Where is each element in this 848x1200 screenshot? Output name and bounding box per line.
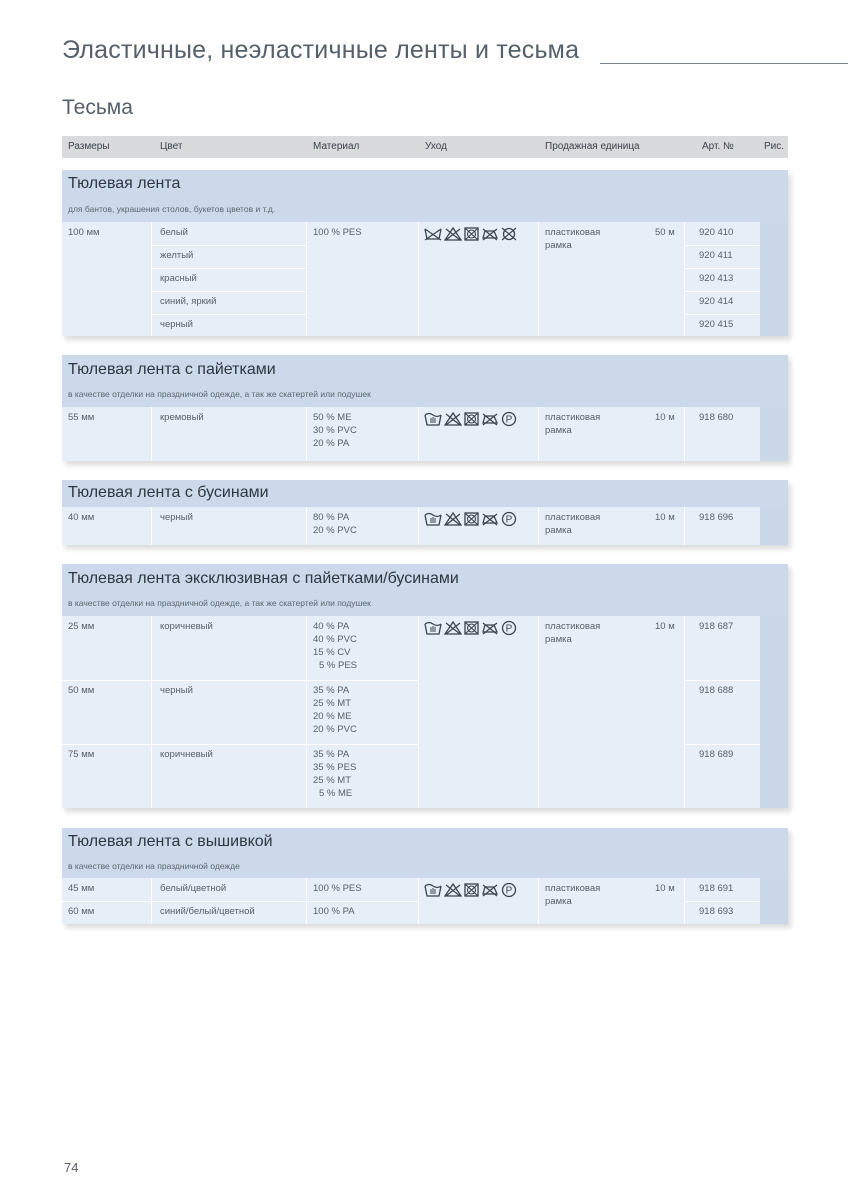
no-dry-clean-icon: [501, 227, 517, 241]
no-tumble-dry-icon: [464, 512, 479, 526]
no-bleach-icon: [444, 227, 462, 241]
dry-clean-letter: P: [505, 623, 513, 635]
material-cell: 25 % MT: [313, 775, 352, 786]
material-cell: 100 % PES: [313, 227, 362, 238]
unit-name-line2: рамка: [545, 425, 572, 436]
care-symbols: [424, 620, 517, 636]
size-cell: 75 мм: [68, 749, 95, 760]
material-cell: 25 % MT: [313, 698, 352, 709]
care-symbols: [424, 882, 517, 898]
no-tumble-dry-icon: [464, 621, 479, 635]
page-number: 74: [64, 1160, 79, 1175]
no-iron-icon: [481, 412, 499, 426]
group-title: Тюлевая лента: [68, 175, 181, 192]
color-cell: синий/белый/цветной: [160, 906, 255, 917]
group-description: в качестве отделки на праздничной одежде: [68, 861, 240, 871]
dry-clean-p-icon: [501, 511, 517, 527]
unit-quantity: 10 м: [655, 621, 675, 632]
material-cell: 20 % PVC: [313, 724, 357, 735]
material-cell: 100 % PA: [313, 906, 355, 917]
group-header: [62, 480, 788, 507]
picture-cell: [760, 878, 788, 924]
group-description: в качестве отделки на праздничной одежде, а так же скатертей или подушек: [68, 389, 371, 399]
no-tumble-dry-icon: [464, 883, 479, 897]
group-header: [62, 355, 788, 407]
color-cell: черный: [160, 685, 193, 696]
size-cell: 55 мм: [68, 412, 95, 423]
group-rows: [62, 407, 788, 461]
color-cell: белый: [160, 227, 188, 238]
product-group-tulle-embroidery: [62, 828, 788, 924]
color-cell: черный: [160, 512, 193, 523]
size-cell: 25 мм: [68, 621, 95, 632]
unit-name: пластиковая: [545, 512, 601, 523]
article-cell: 918 693: [699, 906, 734, 917]
group-description: в качестве отделки на праздничной одежде, а так же скатертей или подушек: [68, 598, 371, 608]
material-cell: 35 % PES: [313, 762, 357, 773]
color-cell: белый/цветной: [160, 883, 227, 894]
hand-wash-icon: [424, 882, 442, 898]
column-material: Материал: [313, 141, 360, 152]
care-symbols: [424, 511, 517, 527]
dry-clean-p-icon: [501, 620, 517, 636]
product-group-tulle-exclusive: [62, 564, 788, 808]
unit-name: пластиковая: [545, 883, 601, 894]
product-group-tulle-sequins: [62, 355, 788, 461]
column-article: Арт. №: [702, 141, 734, 152]
picture-cell: [760, 407, 788, 461]
color-cell: синий, яркий: [160, 296, 217, 307]
material-cell: 15 % CV: [313, 647, 351, 658]
section-title: Тесьма: [62, 96, 133, 119]
color-cell: коричневый: [160, 621, 213, 632]
article-cell: 918 691: [699, 883, 734, 894]
unit-name-line2: рамка: [545, 896, 572, 907]
column-care: Уход: [425, 141, 447, 152]
group-header: [62, 564, 788, 616]
material-cell: 30 % PVC: [313, 425, 357, 436]
product-group-tulle-beads: [62, 480, 788, 545]
group-rows: [62, 616, 788, 808]
article-cell: 918 688: [699, 685, 734, 696]
title-rule: [600, 63, 848, 64]
unit-name-line2: рамка: [545, 240, 572, 251]
material-cell: 80 % PA: [313, 512, 350, 523]
dry-clean-letter: P: [505, 414, 513, 426]
article-cell: 920 411: [699, 250, 733, 261]
article-cell: 920 415: [699, 319, 734, 330]
product-group-tulle-ribbon: [62, 170, 788, 336]
column-color: Цвет: [160, 141, 183, 152]
column-size: Размеры: [68, 141, 110, 152]
material-cell: 20 % PVC: [313, 525, 357, 536]
size-cell: 40 мм: [68, 512, 95, 523]
hand-wash-icon: [424, 620, 442, 636]
group-rows: [62, 507, 788, 545]
no-iron-icon: [481, 227, 499, 241]
article-cell: 920 413: [699, 273, 734, 284]
article-cell: 918 696: [699, 512, 734, 523]
size-cell: 50 мм: [68, 685, 95, 696]
page-title: Эластичные, неэластичные ленты и тесьма: [62, 36, 580, 64]
picture-cell: [760, 616, 788, 808]
material-cell: 50 % ME: [313, 412, 352, 423]
unit-name-line2: рамка: [545, 525, 572, 536]
column-unit: Продажная единица: [545, 141, 640, 152]
size-cell: 60 мм: [68, 906, 95, 917]
hand-wash-icon: [424, 511, 442, 527]
no-iron-icon: [481, 883, 499, 897]
no-bleach-icon: [444, 412, 462, 426]
unit-quantity: 50 м: [655, 227, 675, 238]
group-rows: [62, 878, 788, 924]
hand-wash-icon: [424, 411, 442, 427]
article-cell: 918 680: [699, 412, 734, 423]
material-cell: 20 % ME: [313, 711, 352, 722]
group-description: для бантов, украшения столов, букетов цветов и т.д.: [68, 204, 276, 214]
material-cell: 35 % PA: [313, 749, 350, 760]
unit-name: пластиковая: [545, 621, 601, 632]
color-cell: черный: [160, 319, 193, 330]
dry-clean-letter: P: [505, 514, 513, 526]
no-tumble-dry-icon: [464, 412, 479, 426]
no-tumble-dry-icon: [464, 227, 479, 241]
group-title: Тюлевая лента с бусинами: [68, 484, 269, 501]
material-cell: 5 % ME: [319, 788, 353, 799]
article-cell: 920 414: [699, 296, 734, 307]
size-cell: 45 мм: [68, 883, 95, 894]
picture-cell: [760, 507, 788, 545]
unit-name-line2: рамка: [545, 634, 572, 645]
size-cell: 100 мм: [68, 227, 100, 238]
no-bleach-icon: [444, 512, 462, 526]
unit-quantity: 10 м: [655, 883, 675, 894]
color-cell: коричневый: [160, 749, 213, 760]
dry-clean-p-icon: [501, 882, 517, 898]
no-iron-icon: [481, 621, 499, 635]
no-iron-icon: [481, 512, 499, 526]
no-bleach-icon: [444, 621, 462, 635]
article-cell: 920 410: [699, 227, 734, 238]
group-header: [62, 170, 788, 222]
page-header: [62, 36, 848, 70]
material-cell: 100 % PES: [313, 883, 362, 894]
dry-clean-p-icon: [501, 411, 517, 427]
group-title: Тюлевая лента эксклюзивная с пайетками/бусинами: [68, 570, 459, 587]
dry-clean-letter: P: [505, 885, 513, 897]
picture-cell: [760, 222, 788, 336]
care-symbols: [424, 411, 517, 427]
column-picture: Рис.: [764, 141, 785, 152]
material-cell: 5 % PES: [319, 660, 358, 671]
column-header-bar: [62, 136, 788, 158]
group-rows: [62, 222, 788, 336]
color-cell: кремовый: [160, 412, 204, 423]
group-title: Тюлевая лента с вышивкой: [68, 833, 273, 850]
article-cell: 918 689: [699, 749, 734, 760]
material-cell: 20 % PA: [313, 438, 350, 449]
material-cell: 35 % PA: [313, 685, 350, 696]
material-cell: 40 % PA: [313, 621, 350, 632]
color-cell: красный: [160, 273, 197, 284]
unit-name: пластиковая: [545, 412, 601, 423]
group-title: Тюлевая лента с пайетками: [68, 361, 276, 378]
unit-quantity: 10 м: [655, 412, 675, 423]
color-cell: желтый: [160, 250, 194, 261]
group-header: [62, 828, 788, 878]
article-cell: 918 687: [699, 621, 734, 632]
material-cell: 40 % PVC: [313, 634, 357, 645]
no-wash-icon: [424, 227, 442, 241]
unit-name: пластиковая: [545, 227, 601, 238]
no-bleach-icon: [444, 883, 462, 897]
unit-quantity: 10 м: [655, 512, 675, 523]
care-symbols: [424, 227, 517, 241]
